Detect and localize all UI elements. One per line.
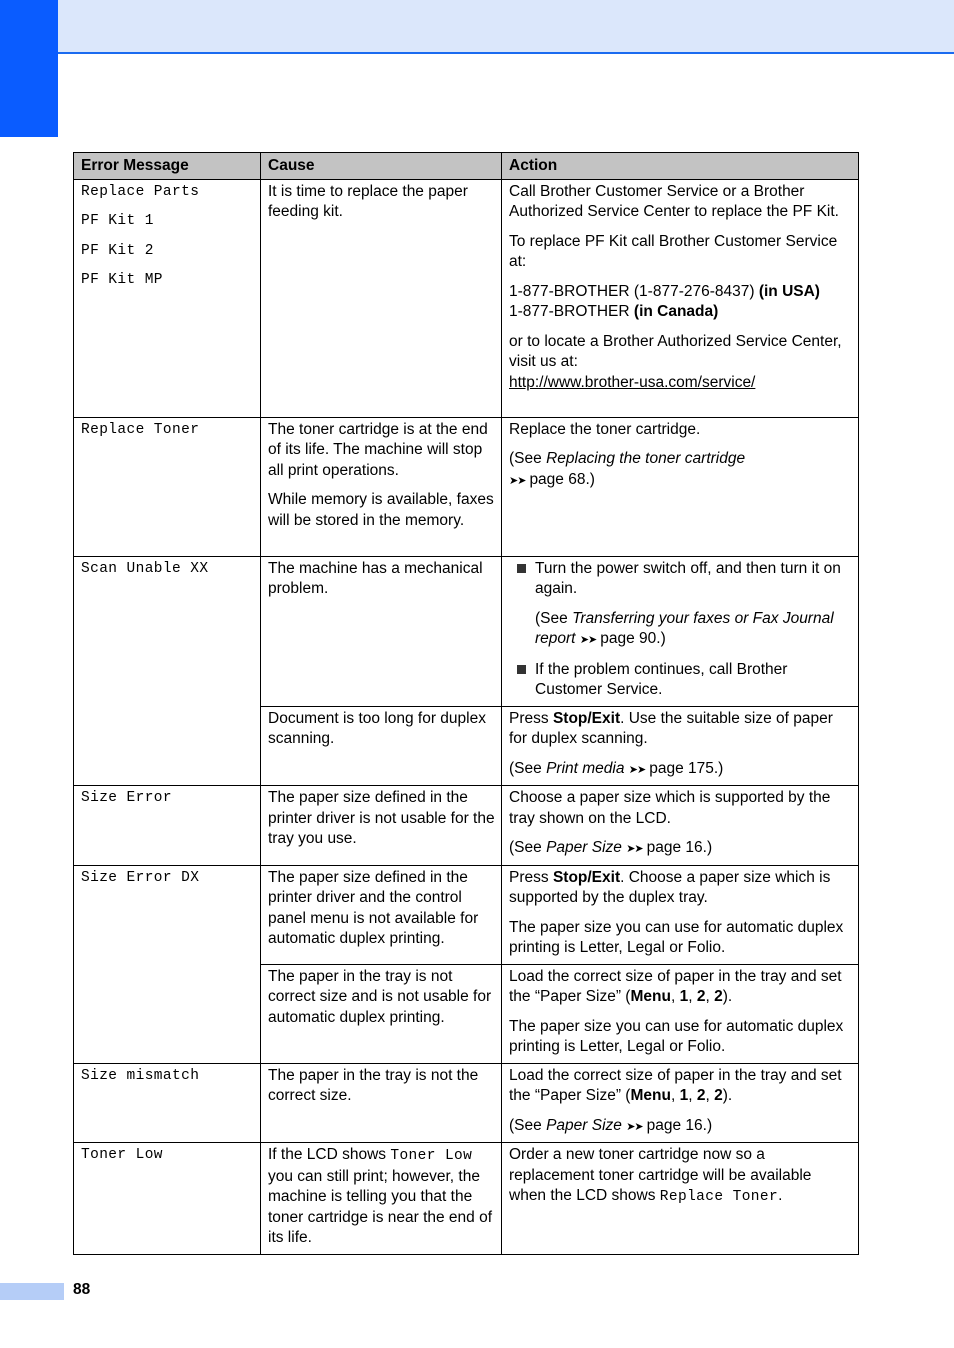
action-text: or to locate a Brother Authorized Service Center, visit us at: http://www.brother-usa.com/service/	[509, 332, 842, 391]
page-reference: (See Print media ➤➤ page 175.)	[509, 759, 724, 777]
cause-cell	[261, 179, 502, 417]
lcd-message: PF Kit 2	[81, 242, 154, 259]
phone-canada-region: (in Canada)	[633, 303, 719, 320]
phone-usa-region: (in USA)	[758, 282, 820, 300]
service-link[interactable]: http://www.brother-usa.com/service/	[509, 373, 756, 391]
reference-title[interactable]: Transferring your faxes or Fax Journal report	[535, 609, 834, 647]
action-cell	[502, 179, 859, 417]
page-reference: (See Replacing the toner cartridge ➤➤ page 68.)	[509, 450, 746, 488]
lcd-message: Scan Unable XX	[81, 560, 209, 577]
error-message-cell	[74, 417, 261, 556]
cause-text: While memory is available, faxes will be stored in the memory.	[268, 491, 494, 529]
double-arrow-icon: ➤➤	[579, 634, 597, 646]
cause-text: The paper size defined in the printer driver is not usable for the tray you use.	[268, 789, 495, 847]
reference-title[interactable]: Paper Size	[546, 1116, 622, 1134]
table-row	[74, 556, 859, 706]
action-cell	[502, 1063, 859, 1143]
key-name: 2	[714, 988, 723, 1005]
reference-title[interactable]: Print media	[546, 759, 625, 777]
action-cell	[502, 556, 859, 706]
action-text: Choose a paper size which is supported by the tray shown on the LCD.	[509, 789, 831, 827]
action-bullet-list	[509, 559, 852, 701]
cause-cell	[261, 1063, 502, 1143]
square-bullet-icon	[517, 564, 526, 573]
error-message-cell	[74, 1063, 261, 1143]
lcd-message-inline: Toner Low	[390, 1148, 473, 1164]
error-message-cell	[74, 1143, 261, 1255]
lcd-message: PF Kit 1	[81, 213, 154, 229]
cause-cell	[261, 706, 502, 786]
table-row	[74, 786, 859, 866]
lcd-message: Replace Toner	[81, 421, 200, 438]
page-reference: (See Paper Size ➤➤ page 16.)	[509, 1116, 713, 1134]
key-name: Menu	[630, 988, 671, 1005]
table-row	[74, 865, 859, 964]
cause-cell	[261, 786, 502, 866]
lcd-message-inline: Replace Toner	[659, 1189, 779, 1205]
key-name: 1	[679, 988, 689, 1005]
action-cell	[502, 417, 859, 556]
phone-canada: 1-877-BROTHER	[509, 303, 630, 320]
cause-text: The toner cartridge is at the end of its life. The machine will stop all print operations.	[268, 420, 488, 479]
error-message-cell	[74, 179, 261, 417]
reference-title[interactable]: Paper Size	[546, 839, 622, 856]
table-row	[74, 1143, 859, 1255]
action-text: To replace PF Kit call Brother Customer Service at:	[509, 232, 838, 270]
error-message-cell	[74, 865, 261, 1063]
phone-usa: 1-877-BROTHER (1-877-276-8437)	[509, 282, 755, 300]
cause-cell	[261, 556, 502, 706]
action-text: Press Stop/Exit. Choose a paper size which is supported by the duplex tray.	[509, 868, 831, 906]
column-header-action: Action	[502, 153, 859, 180]
table-row	[74, 179, 859, 417]
key-name: 2	[696, 988, 706, 1005]
lcd-message: Toner Low	[81, 1147, 163, 1163]
table-header-row	[74, 153, 859, 180]
header-band	[58, 0, 954, 54]
list-item: If the problem continues, call Brother Customer Service.	[509, 660, 852, 701]
action-text: Call Brother Customer Service or a Brother Authorized Service Center to replace the PF Kit.	[509, 182, 839, 220]
page-reference: (See Transferring your faxes or Fax Journal report ➤➤ page 90.)	[535, 609, 834, 647]
cause-text: The paper in the tray is not correct size and is not usable for automatic duplex printing.	[268, 967, 492, 1026]
error-message-cell	[74, 556, 261, 786]
lcd-message: PF Kit MP	[81, 272, 163, 288]
double-arrow-icon: ➤➤	[509, 474, 526, 487]
action-text: Press Stop/Exit. Use the suitable size of paper for duplex scanning.	[509, 709, 833, 747]
page-number: 88	[73, 1281, 91, 1298]
action-text: Load the correct size of paper in the tray and set the “Paper Size” (Menu, 1, 2, 2).	[509, 967, 842, 1005]
reference-title[interactable]: Replacing the toner cartridge	[546, 450, 746, 467]
column-header-cause: Cause	[261, 153, 502, 180]
list-item: Turn the power switch off, and then turn it on again. (See Transferring your faxes or Fax Journal report ➤➤ page 90.)	[509, 559, 852, 651]
key-name: 2	[696, 1087, 706, 1104]
cause-text: It is time to replace the paper feeding kit.	[268, 182, 468, 220]
action-cell	[502, 964, 859, 1063]
action-cell	[502, 1143, 859, 1255]
action-text: Replace the toner cartridge.	[509, 420, 701, 438]
cause-text: The paper size defined in the printer driver and the control panel menu is not available for automatic duplex printing.	[268, 868, 479, 947]
action-text: Order a new toner cartridge now so a replacement toner cartridge will be available when the LCD shows Replace Toner.	[509, 1146, 812, 1205]
cause-cell	[261, 964, 502, 1063]
cause-cell	[261, 1143, 502, 1255]
cause-text: If the LCD shows Toner Low you can still print; however, the machine is telling you that the toner cartridge is near the end of its life.	[268, 1146, 493, 1246]
lcd-message: Size Error DX	[81, 869, 200, 886]
key-name: 2	[714, 1087, 723, 1104]
page-reference: (See Paper Size ➤➤ page 16.)	[509, 839, 713, 856]
error-message-table	[73, 152, 859, 1255]
footer-band	[0, 1283, 64, 1300]
double-arrow-icon: ➤➤	[628, 763, 646, 776]
key-name: 1	[679, 1087, 689, 1104]
cause-text: The paper in the tray is not the correct size.	[268, 1066, 479, 1104]
cause-text: Document is too long for duplex scanning.	[268, 709, 486, 747]
key-name: Stop/Exit	[552, 709, 621, 727]
cause-cell	[261, 417, 502, 556]
square-bullet-icon	[517, 665, 526, 674]
key-name: Stop/Exit	[552, 868, 621, 886]
column-header-error-message: Error Message	[74, 153, 261, 180]
lcd-message: Size Error	[81, 790, 173, 806]
action-text: The paper size you can use for automatic duplex printing is Letter, Legal or Folio.	[509, 918, 844, 956]
error-message-cell	[74, 786, 261, 866]
key-name: Menu	[630, 1087, 671, 1104]
lcd-message: Size mismatch	[81, 1067, 200, 1084]
action-cell	[502, 865, 859, 964]
action-cell	[502, 706, 859, 786]
cause-text: The machine has a mechanical problem.	[268, 559, 483, 597]
table-row	[74, 417, 859, 556]
phone-numbers	[509, 282, 852, 323]
double-arrow-icon: ➤➤	[626, 1120, 643, 1133]
table-row	[74, 1063, 859, 1143]
chapter-tab	[0, 0, 58, 137]
action-text: Load the correct size of paper in the tray and set the “Paper Size” (Menu, 1, 2, 2).	[509, 1066, 842, 1104]
double-arrow-icon: ➤➤	[626, 843, 643, 855]
action-cell	[502, 786, 859, 866]
lcd-message: Replace Parts	[81, 183, 200, 200]
action-text: The paper size you can use for automatic duplex printing is Letter, Legal or Folio.	[509, 1017, 844, 1055]
cause-cell	[261, 865, 502, 964]
